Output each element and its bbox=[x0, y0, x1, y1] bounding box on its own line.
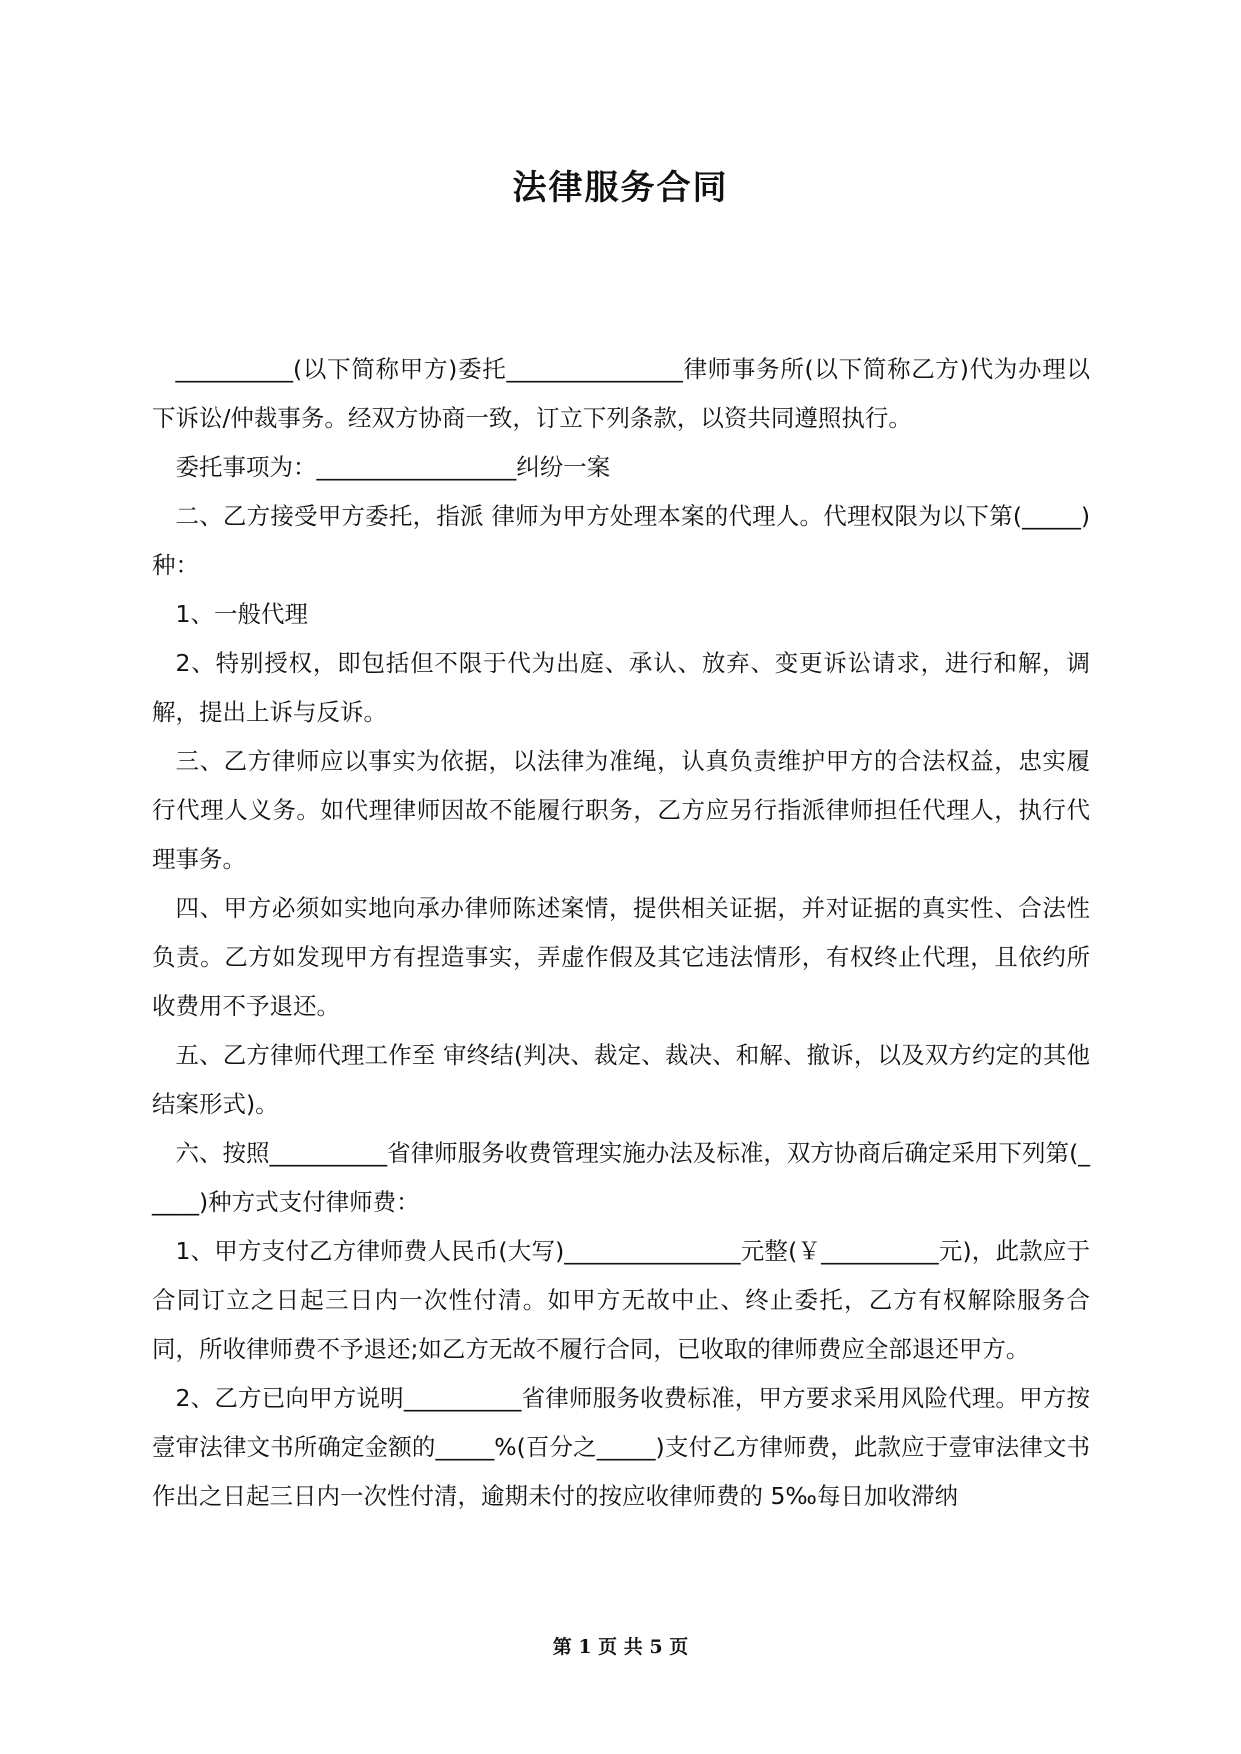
paragraph-clause-4: 四、甲方必须如实地向承办律师陈述案情，提供相关证据，并对证据的真实性、合法性负责。乙方如发现甲方有捏造事实，弄虚作假及其它违法情形，有权终止代理，且依约所收费用不予退还。 bbox=[152, 894, 1090, 1020]
paragraph-intro: __________(以下简称甲方)委托_______________律师事务所(以下简称乙方)代为办理以下诉讼/仲裁事务。经双方协商一致，订立下列条款，以资共同遵照执行。 bbox=[152, 355, 1090, 432]
paragraph-clause-5: 五、乙方律师代理工作至 审终结(判决、裁定、裁决、和解、撤诉，以及双方约定的其他结案形式)。 bbox=[152, 1041, 1090, 1118]
paragraph-clause-6: 六、按照__________省律师服务收费管理实施办法及标准，双方协商后确定采用下列第(_____)种方式支付律师费： bbox=[152, 1139, 1090, 1216]
paragraph-special-authorization: 2、特别授权，即包括但不限于代为出庭、承认、放弃、变更诉讼请求，进行和解，调解，提出上诉与反诉。 bbox=[152, 649, 1090, 726]
paragraph-clause-2: 二、乙方接受甲方委托，指派 律师为甲方处理本案的代理人。代理权限为以下第(_____)种： bbox=[152, 502, 1090, 579]
paragraph-entrusted-matter: 委托事项为：_________________纠纷一案 bbox=[175, 453, 611, 481]
paragraph-general-agency: 1、一般代理 bbox=[175, 600, 308, 628]
page-footer: 第 1 页 共 5 页 bbox=[552, 1636, 689, 1658]
paragraph-fee-option-1: 1、甲方支付乙方律师费人民币(大写)_______________元整(￥__________元)，此款应于合同订立之日起三日内一次性付清。如甲方无故中止、终止委托，乙方有权解除服务合同，所收律师费不予退还;如乙方无故不履行合同，已收取的律师费应全部退还甲方。 bbox=[152, 1237, 1090, 1363]
paragraph-clause-3: 三、乙方律师应以事实为依据，以法律为准绳，认真负责维护甲方的合法权益，忠实履行代理人义务。如代理律师因故不能履行职务，乙方应另行指派律师担任代理人，执行代理事务。 bbox=[152, 747, 1090, 873]
document-body bbox=[152, 345, 1090, 1521]
paragraph-fee-option-2: 2、乙方已向甲方说明__________省律师服务收费标准，甲方要求采用风险代理。甲方按壹审法律文书所确定金额的_____%(百分之_____)支付乙方律师费，此款应于壹审法律文书作出之日起三日内一次性付清，逾期未付的按应收律师费的 5‰每日加收滞纳 bbox=[152, 1384, 1090, 1510]
document-title: 法律服务合同 bbox=[512, 168, 729, 208]
